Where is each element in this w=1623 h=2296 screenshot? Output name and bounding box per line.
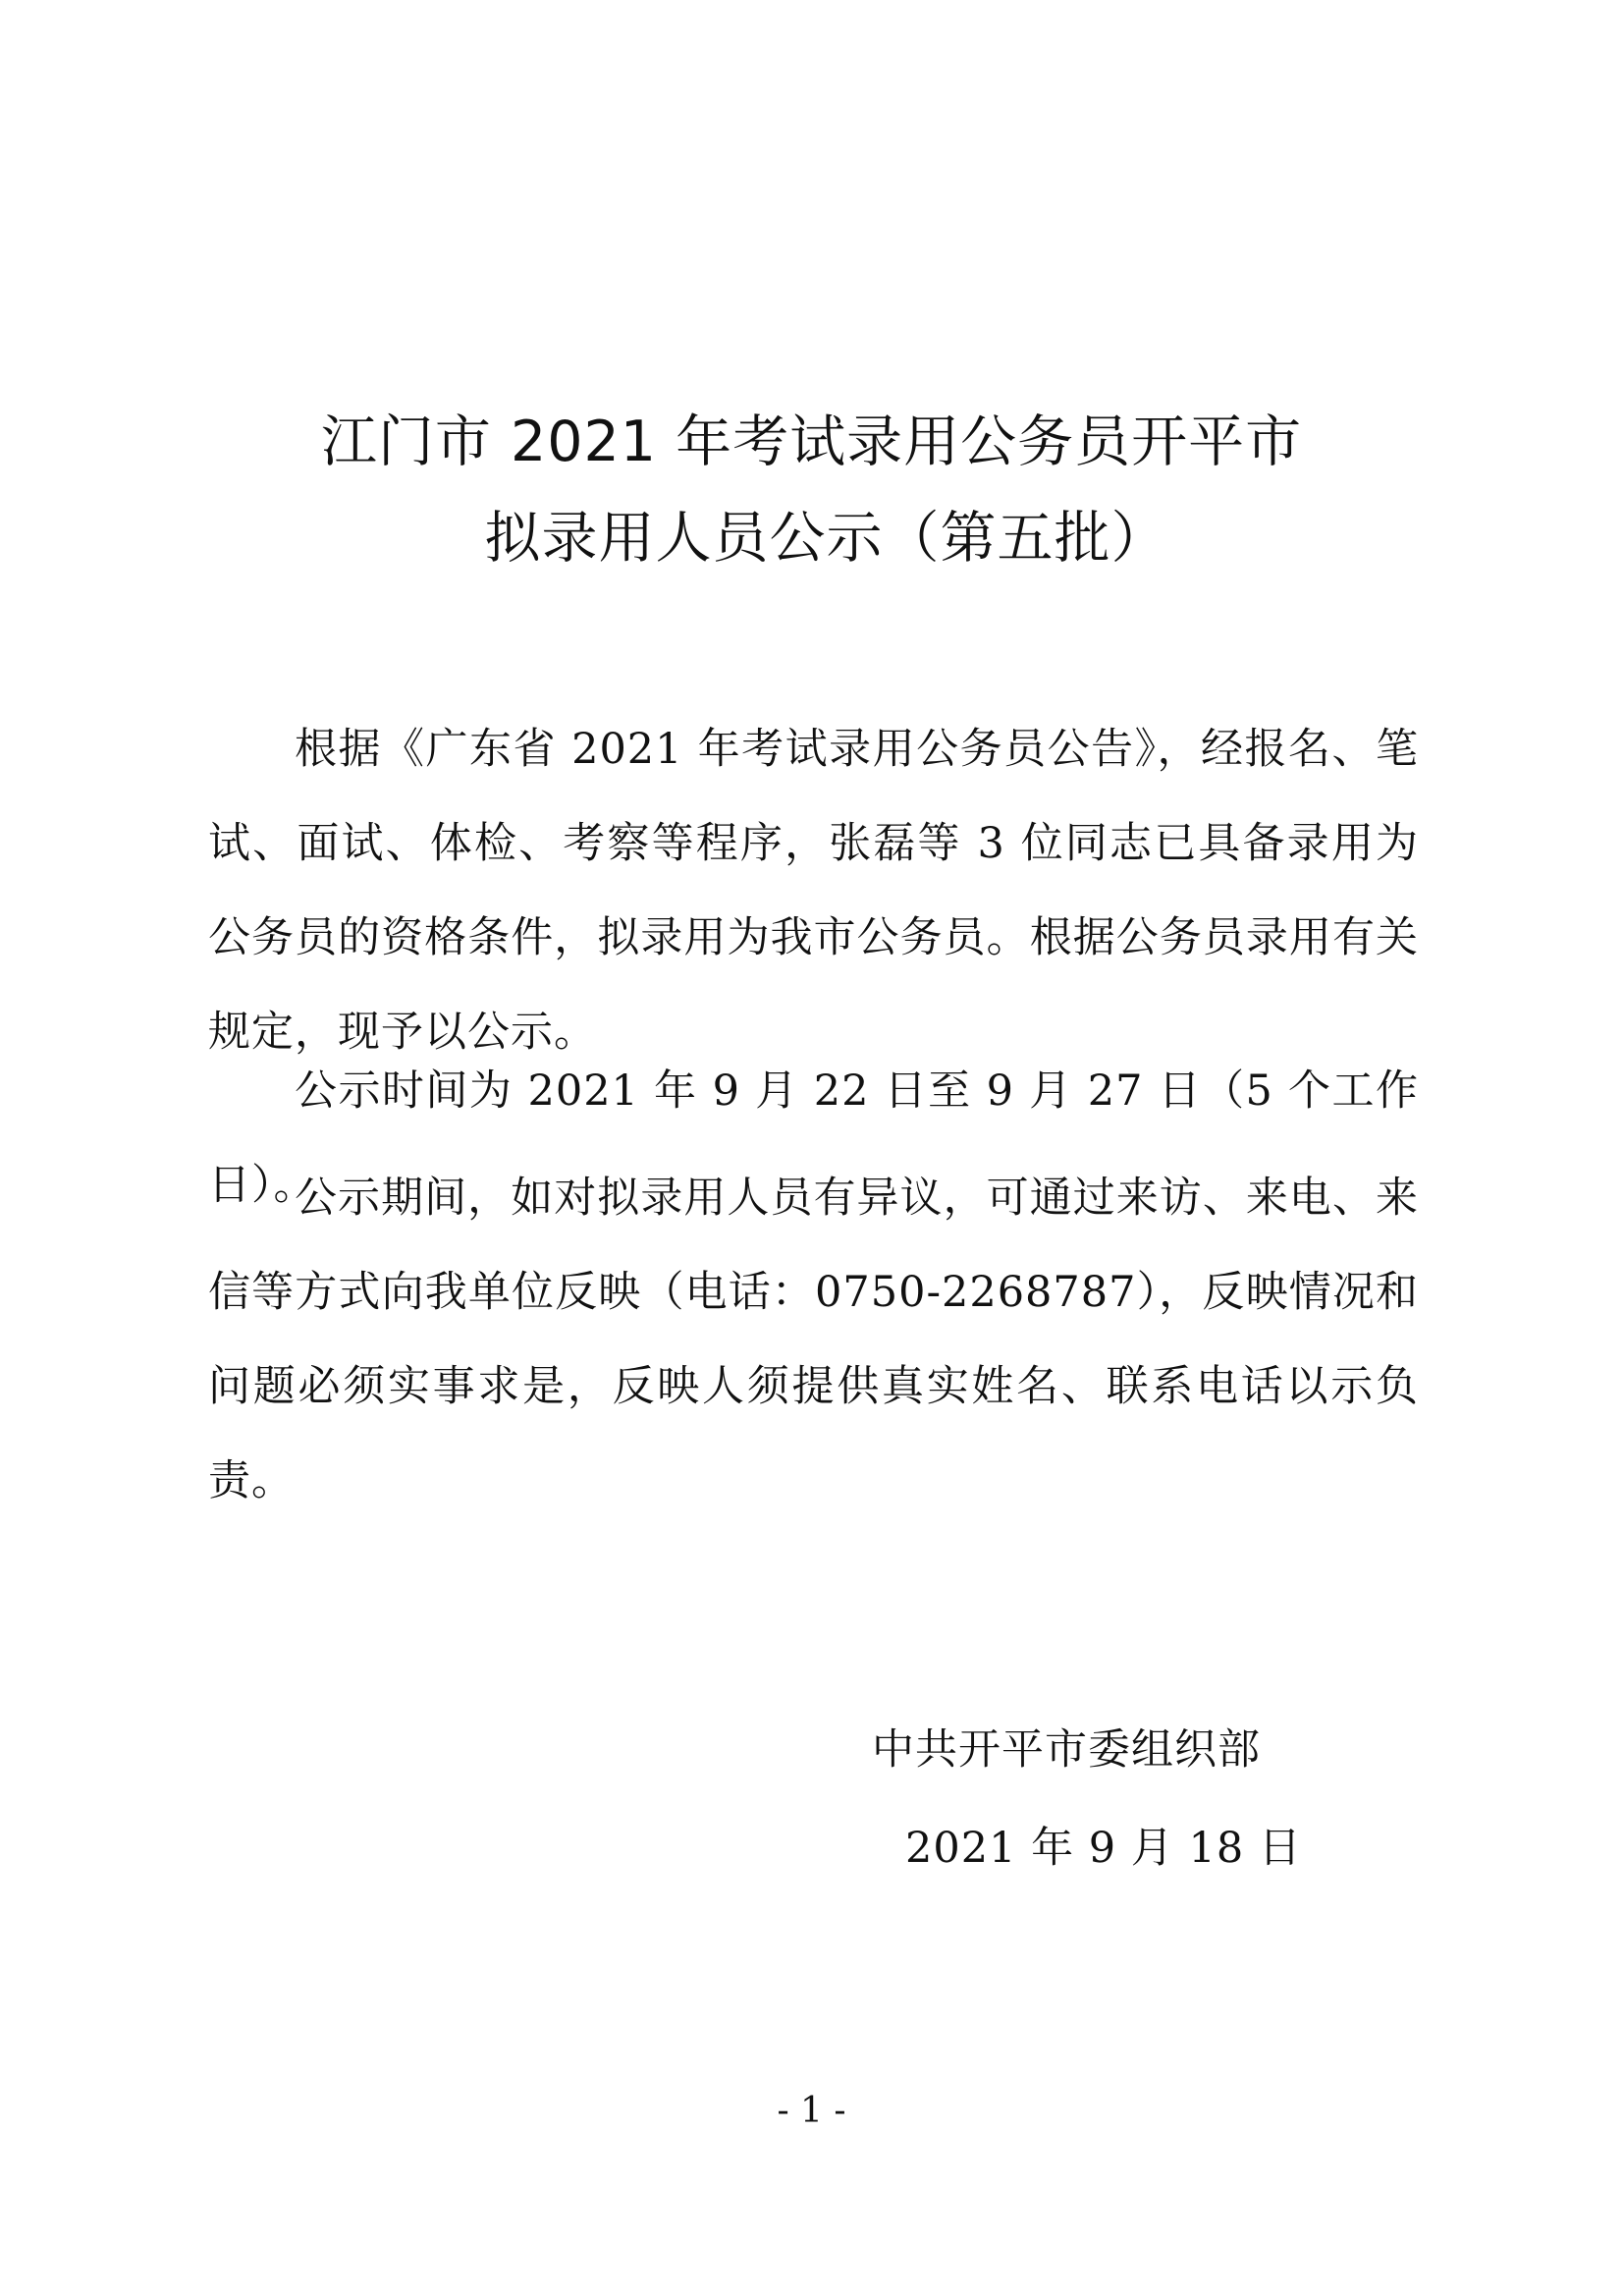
- signature-date: 2021 年 9 月 18 日: [905, 1824, 1302, 1873]
- paragraph-text: 公示期间，如对拟录用人员有异议，可通过来访、来电、来信等方式向我单位反映（电话：0750-2268787），反映情况和问题必须实事求是，反映人须提供真实姓名、联系电话以示负责。: [208, 1174, 1419, 1505]
- body-paragraph-3: [208, 1151, 1419, 1528]
- page-number: - 1 -: [777, 2091, 846, 2131]
- paragraph-text: 根据《广东省 2021 年考试录用公务员公告》，经报名、笔试、面试、体检、考察等程序，张磊等 3 位同志已具备录用为公务员的资格条件，拟录用为我市公务员。根据公务员录用有关规定，现予以公示。: [208, 725, 1419, 1057]
- body-paragraph-1: [208, 702, 1419, 1079]
- signature-organization: 中共开平市委组织部: [872, 1725, 1261, 1775]
- title-line-1: 江门市 2021 年考试录用公务员开平市: [320, 410, 1303, 474]
- paragraph-text: 公示时间为 2021 年 9 月 22 日至 9 月 27 日（5 个工作日）。: [208, 1066, 1419, 1210]
- title-line-2: 拟录用人员公示（第五批）: [484, 506, 1168, 571]
